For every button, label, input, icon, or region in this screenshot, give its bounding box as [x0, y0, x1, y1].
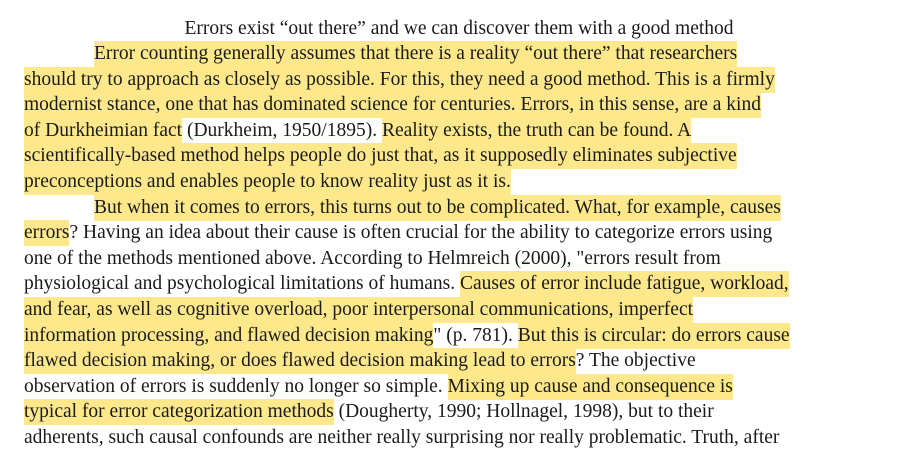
highlighted-text: scientifically-based method helps people do just that, as it supposedly eliminates subjective	[24, 143, 737, 169]
highlighted-text: information processing, and flawed decision making	[24, 323, 433, 349]
text-line	[24, 399, 714, 424]
text-line	[24, 323, 790, 348]
text-line	[24, 169, 511, 194]
highlighted-text: and fear, as well as cognitive overload, poor interpersonal communications, imperfect	[24, 297, 693, 323]
text-line	[24, 297, 693, 322]
text-line	[94, 41, 737, 66]
highlighted-text: Error counting generally assumes that there is a reality “out there” that researchers	[94, 41, 737, 67]
text-line	[24, 92, 761, 117]
text-line	[24, 271, 789, 296]
highlighted-text: Reality exists, the truth can be found. A	[382, 118, 691, 144]
text-segment: physiological and psychological limitations of humans.	[24, 273, 460, 295]
highlighted-text: of Durkheimian fact	[24, 118, 182, 146]
text-segment: (Dougherty, 1990; Hollnagel, 1998), but to their	[333, 401, 714, 423]
text-segment: " (p. 781).	[433, 324, 518, 346]
highlighted-text: But when it comes to errors, this turns out to be complicated. What, for example, causes	[94, 195, 781, 221]
text-line	[24, 220, 772, 245]
text-segment: ? The objective	[575, 350, 696, 372]
highlighted-text: Causes of error include fatigue, workload,	[460, 271, 789, 297]
text-segment: observation of errors is suddenly no longer so simple.	[24, 375, 448, 397]
text-line	[24, 246, 721, 271]
text-line	[24, 348, 696, 373]
highlighted-text: But this is circular: do errors cause	[518, 323, 790, 349]
section-heading: Errors exist “out there” and we can discover them with a good method	[184, 18, 734, 39]
text-line	[24, 67, 775, 92]
text-line	[24, 425, 779, 450]
text-line	[24, 118, 691, 143]
highlighted-text: flawed decision making, or does flawed decision making lead to errors	[24, 348, 576, 374]
text-segment: adherents, such causal confounds are neither really surprising nor really problematic. Truth, after	[24, 427, 780, 448]
text-segment: ? Having an idea about their cause is often crucial for the ability to categorize errors using	[69, 222, 773, 244]
text-line	[24, 143, 737, 168]
highlighted-text: typical for error categorization methods	[24, 399, 334, 425]
highlighted-text: modernist stance, one that has dominated science for centuries. Errors, in this sense, are a kind	[24, 92, 761, 118]
text-line	[24, 374, 733, 399]
highlighted-text: errors	[24, 220, 69, 246]
text-line	[94, 195, 781, 220]
highlighted-text: should try to approach as closely as possible. For this, they need a good method. This is a firmly	[24, 67, 775, 93]
text-segment: one of the methods mentioned above. According to Helmreich (2000), "errors result from	[24, 247, 721, 269]
highlighted-text: preconceptions and enables people to know reality just as it is.	[24, 169, 511, 195]
text-segment: (Durkheim, 1950/1895).	[182, 119, 382, 141]
highlighted-text: Mixing up cause and consequence is	[448, 374, 733, 400]
